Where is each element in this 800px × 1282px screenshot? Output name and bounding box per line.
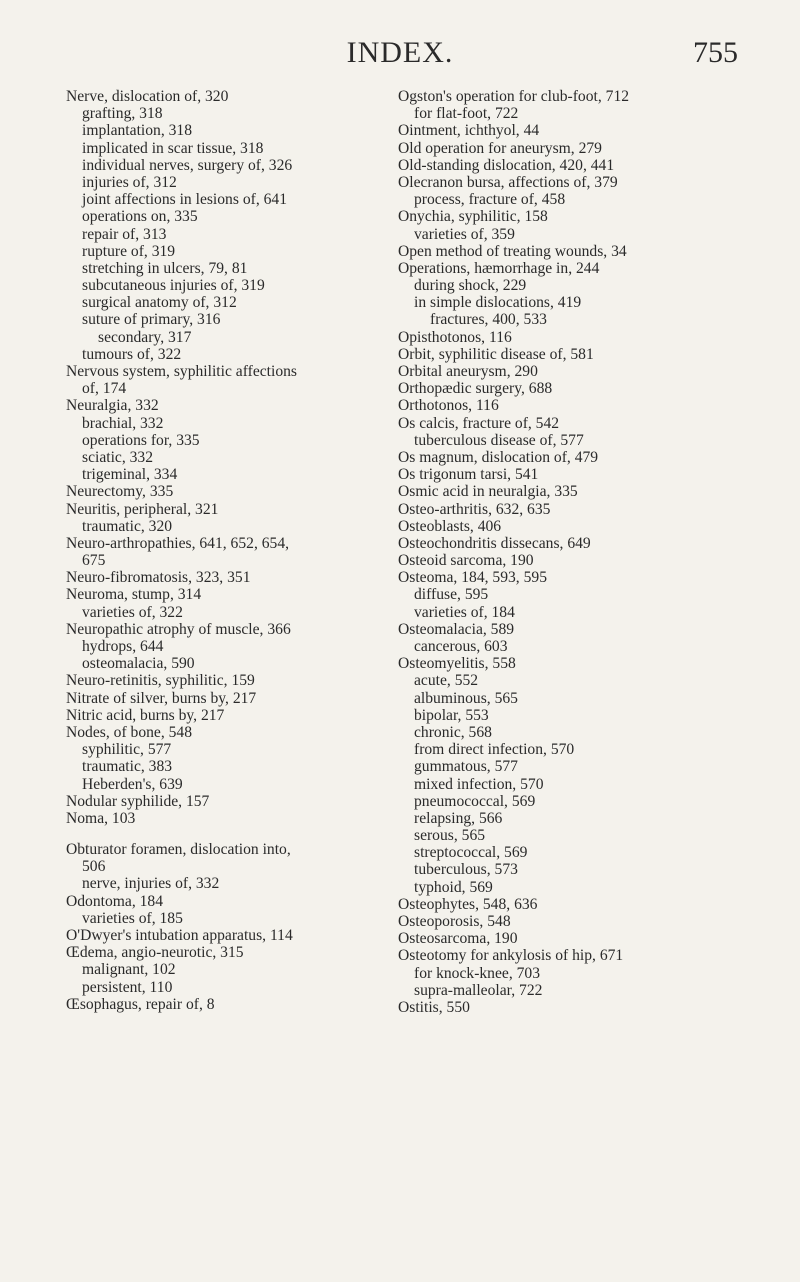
- index-entry: Neuroma, stump, 314: [66, 586, 202, 604]
- index-entry: Osmic acid in neuralgia, 335: [398, 483, 578, 501]
- index-subentry: trigeminal, 334: [82, 466, 178, 484]
- index-subentry: suture of primary, 316: [82, 311, 221, 329]
- index-subentry: stretching in ulcers, 79, 81: [82, 259, 248, 277]
- index-entry: Neuralgia, 332: [66, 397, 159, 415]
- index-entry: Osteochondritis dissecans, 649: [398, 534, 591, 552]
- index-subentry: operations for, 335: [82, 431, 200, 449]
- index-entry: Onychia, syphilitic, 158: [398, 208, 548, 226]
- index-entry: Neuro-fibromatosis, 323, 351: [66, 569, 251, 587]
- index-entry: Nervous system, syphilitic affections: [66, 363, 297, 380]
- index-subentry: gummatous, 577: [414, 758, 518, 776]
- index-subentry: for knock-knee, 703: [414, 964, 541, 982]
- index-subentry: cancerous, 603: [414, 638, 508, 655]
- index-entry: Nodular syphilide, 157: [66, 792, 210, 810]
- index-subentry: acute, 552: [414, 672, 479, 690]
- index-entry: Nerve, dislocation of, 320: [66, 88, 229, 105]
- index-entry: Orthotonos, 116: [398, 397, 499, 415]
- index-entry: Osteomalacia, 589: [398, 620, 515, 638]
- index-entry: Nitric acid, burns by, 217: [66, 706, 225, 724]
- index-entry: Ogston's operation for club-foot, 712: [398, 88, 630, 105]
- index-entry: Neuropathic atrophy of muscle, 366: [66, 620, 291, 638]
- index-subentry: repair of, 313: [82, 225, 167, 243]
- index-entry: Nitrate of silver, burns by, 217: [66, 689, 257, 707]
- index-entry: Os trigonum tarsi, 541: [398, 466, 539, 484]
- index-subentry: 506: [82, 858, 106, 876]
- section-gap: [66, 827, 411, 841]
- index-entry: Orbit, syphilitic disease of, 581: [398, 345, 594, 363]
- index-subentry: tuberculous disease of, 577: [414, 431, 584, 449]
- index-entry: Noma, 103: [66, 809, 136, 827]
- index-entry: Odontoma, 184: [66, 892, 164, 910]
- index-subentry: nerve, injuries of, 332: [82, 875, 220, 893]
- index-entry: Neuro-retinitis, syphilitic, 159: [66, 672, 255, 690]
- index-subentry: varieties of, 185: [82, 909, 183, 927]
- index-entry: Œsophagus, repair of, 8: [66, 995, 215, 1013]
- index-column-left: [66, 88, 411, 1013]
- index-entry: Osteophytes, 548, 636: [398, 895, 538, 913]
- index-subentry: traumatic, 383: [82, 758, 173, 776]
- index-subentry: surgical anatomy of, 312: [82, 294, 237, 312]
- index-subentry: typhoid, 569: [414, 878, 493, 896]
- index-subentry: Heberden's, 639: [82, 775, 183, 793]
- index-entry: Neurectomy, 335: [66, 483, 174, 501]
- index-subentry: operations on, 335: [82, 208, 198, 226]
- index-entry: Ostitis, 550: [398, 998, 470, 1016]
- index-subentry: persistent, 110: [82, 978, 173, 996]
- index-subentry: brachial, 332: [82, 414, 164, 432]
- index-entry: Neuritis, peripheral, 321: [66, 500, 219, 518]
- index-subentry: in simple dislocations, 419: [414, 294, 582, 312]
- index-entry: Œdema, angio-neurotic, 315: [66, 944, 244, 962]
- index-entry: Os magnum, dislocation of, 479: [398, 448, 599, 466]
- index-subentry: mixed infection, 570: [414, 775, 544, 793]
- index-entry: Olecranon bursa, affections of, 379: [398, 173, 618, 191]
- index-entry: Old operation for aneurysm, 279: [398, 139, 602, 157]
- index-subentry: varieties of, 184: [414, 603, 515, 621]
- index-subentry: tuberculous, 573: [414, 861, 518, 879]
- index-subentry: albuminous, 565: [414, 689, 518, 707]
- index-subentry: process, fracture of, 458: [414, 191, 566, 209]
- index-subentry: serous, 565: [414, 827, 486, 845]
- index-entry: Orthopædic surgery, 688: [398, 380, 553, 398]
- index-entry: O'Dwyer's intubation apparatus, 114: [66, 927, 293, 944]
- index-entry: Osteosarcoma, 190: [398, 930, 518, 948]
- index-subentry: supra-malleolar, 722: [414, 981, 543, 999]
- index-entry: Osteo-arthritis, 632, 635: [398, 500, 551, 518]
- index-subentry: fractures, 400, 533: [430, 311, 547, 329]
- index-subentry: tumours of, 322: [82, 345, 182, 363]
- index-subentry: implantation, 318: [82, 122, 193, 140]
- index-entry: Osteomyelitis, 558: [398, 655, 516, 673]
- page-title: INDEX.: [346, 36, 454, 69]
- index-column-right: [398, 88, 748, 1016]
- index-subentry: chronic, 568: [414, 723, 492, 741]
- index-subentry: from direct infection, 570: [414, 741, 575, 759]
- index-subentry: syphilitic, 577: [82, 741, 172, 759]
- index-entry: Ointment, ichthyol, 44: [398, 122, 540, 140]
- index-entry: Old-standing dislocation, 420, 441: [398, 156, 615, 174]
- index-subentry: streptococcal, 569: [414, 844, 528, 862]
- index-subentry: malignant, 102: [82, 961, 176, 979]
- index-subentry: hydrops, 644: [82, 638, 164, 655]
- index-entry: Opisthotonos, 116: [398, 328, 512, 346]
- page-header: [0, 36, 800, 76]
- index-subentry: pneumococcal, 569: [414, 792, 536, 810]
- index-subentry: varieties of, 359: [414, 225, 515, 243]
- index-subentry: secondary, 317: [98, 328, 192, 346]
- index-subentry: grafting, 318: [82, 105, 163, 123]
- index-subentry: varieties of, 322: [82, 603, 183, 621]
- index-subentry: bipolar, 553: [414, 706, 489, 724]
- index-subentry: subcutaneous injuries of, 319: [82, 277, 265, 295]
- index-subentry: joint affections in lesions of, 641: [82, 191, 288, 209]
- index-subentry: during shock, 229: [414, 277, 527, 295]
- index-subentry: relapsing, 566: [414, 809, 503, 827]
- index-entry: Osteoblasts, 406: [398, 517, 502, 535]
- index-subentry: implicated in scar tissue, 318: [82, 139, 264, 157]
- index-subentry: rupture of, 319: [82, 242, 176, 260]
- index-entry: Osteotomy for ankylosis of hip, 671: [398, 947, 624, 965]
- index-entry: Neuro-arthropathies, 641, 652, 654,: [66, 534, 290, 552]
- index-entry: Orbital aneurysm, 290: [398, 363, 538, 380]
- index-subentry: osteomalacia, 590: [82, 655, 195, 673]
- index-entry: Obturator foramen, dislocation into,: [66, 841, 291, 859]
- index-entry: Open method of treating wounds, 34: [398, 242, 627, 260]
- index-entry: Operations, hæmorrhage in, 244: [398, 259, 600, 277]
- index-subentry: diffuse, 595: [414, 586, 489, 604]
- index-entry: Osteoma, 184, 593, 595: [398, 569, 547, 587]
- index-subentry: individual nerves, surgery of, 326: [82, 156, 293, 174]
- index-subentry: injuries of, 312: [82, 173, 177, 191]
- page-number: 755: [693, 36, 738, 69]
- index-entry: Osteoid sarcoma, 190: [398, 552, 534, 570]
- index-subentry: 675: [82, 552, 106, 570]
- index-entry: Nodes, of bone, 548: [66, 723, 193, 741]
- index-subentry: of, 174: [82, 380, 127, 398]
- index-subentry: traumatic, 320: [82, 517, 173, 535]
- index-entry: Osteoporosis, 548: [398, 913, 511, 930]
- index-entry: Os calcis, fracture of, 542: [398, 414, 560, 432]
- index-subentry: for flat-foot, 722: [414, 105, 519, 123]
- index-subentry: sciatic, 332: [82, 448, 154, 466]
